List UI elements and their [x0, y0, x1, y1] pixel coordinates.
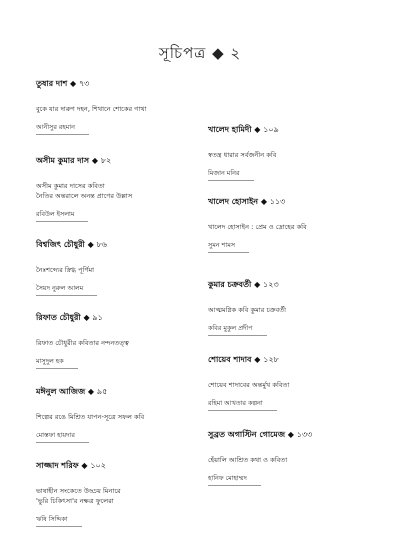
- toc-entry: [36, 239, 211, 296]
- entry-essay-title: হেঁয়ালি আশ্রিত কথা ও কবিতা: [208, 456, 288, 464]
- toc-entry: [208, 196, 383, 253]
- entry-author[interactable]: কুমার চক্রবর্তী ◆ ১২৩: [208, 280, 279, 289]
- entry-essay-title: স্বতন্ত্র ধারার সর্বজনীন কবি: [208, 151, 277, 159]
- entry-essay-title: অসীম কুমার দাসের কবিতা নৈতির অন্তরালে অনন্ত প্রাণের উল্লাস: [36, 182, 133, 200]
- entry-author[interactable]: অসীম কুমার দাস ◆ ৮২: [36, 156, 112, 165]
- entry-author[interactable]: সাজ্জাদ শরিফ ◆ ১০২: [36, 461, 106, 470]
- toc-entry: [208, 429, 383, 486]
- entry-essay-title: শোয়েব শাদাবের অন্তর্মুখ কবিতা: [208, 381, 290, 389]
- toc-entry: [208, 124, 383, 181]
- entry-author[interactable]: খালেদ হোসাইন ◆ ১১৩: [208, 197, 286, 206]
- entry-essay-title: নৈঃশব্দ্যের স্নিগ্ধ পূর্ণিমা: [36, 266, 95, 274]
- toc-entry: [36, 386, 211, 443]
- entry-essayist: সৈয়দ নুরুল আলম: [36, 283, 97, 296]
- entry-author[interactable]: খালেদ হামিদী ◆ ১০৯: [208, 125, 279, 134]
- entry-essayist: মোস্তফা হায়দার: [36, 430, 89, 443]
- entry-essayist: আনীসুর রহমান: [36, 122, 89, 135]
- entry-author[interactable]: শোয়েব শাদাব ◆ ১২৮: [208, 355, 279, 364]
- entry-essayist: হানিফ মোহাম্মদ: [208, 473, 261, 486]
- entry-essay-title: রিফাত চৌধুরীর কবিতার নন্দনতত্ত্ব: [36, 339, 129, 347]
- entry-author[interactable]: তুষার দাশ ◆ ৭৩: [36, 79, 90, 88]
- entry-essay-title: শিল্পের রঙে মিশ্রিত যাপন-সূত্রে সফল কবি: [36, 413, 145, 421]
- entry-essayist: কবির মুকুল প্রদীপ: [208, 323, 267, 336]
- toc-entry: [208, 354, 383, 411]
- entry-essayist: ঋষি সিদ্দিকা: [36, 514, 82, 527]
- entry-author[interactable]: বিশ্বজিৎ চৌধুরী ◆ ৮৬: [36, 240, 107, 249]
- entry-essay-title: বুকে যার দারুণ দহন, শিথানে শোকের গাথা: [36, 105, 147, 113]
- page-title: সূচিপত্র ◆ ২: [158, 44, 242, 62]
- entry-essay-title: আত্মমগ্নিক কবি কুমার চক্রবর্তী: [208, 306, 287, 314]
- toc-entry: [36, 155, 211, 222]
- toc-entry: [36, 460, 211, 527]
- entry-essay-title: খালেদ হোসাইন : প্রেম ও দ্রোহের কবি: [208, 223, 307, 231]
- toc-entry: [36, 78, 211, 135]
- toc-entry: [36, 312, 211, 369]
- entry-essayist: রহিমা আখতার কল্পনা: [208, 398, 277, 411]
- entry-author[interactable]: রিফাত চৌধুরী ◆ ৯১: [36, 313, 103, 322]
- entry-essayist: সুমন শামস: [208, 240, 249, 253]
- entry-author[interactable]: সুব্রত অগাস্টিন গোমেজ ◆ ১৩৩: [208, 430, 313, 439]
- entry-essayist: মিজান মনির: [208, 168, 254, 181]
- entry-essayist: মাসুদুল হক: [36, 356, 78, 369]
- entry-essayist: রবিউল ইসলাম: [36, 209, 88, 222]
- entry-author[interactable]: মঈনুল আজিজ ◆ ৯৫: [36, 387, 108, 396]
- toc-entry: [208, 279, 383, 336]
- entry-essay-title: ভাষাহীন সংকেতে উড্ডয় মিনারে 'ভুরি চিকিৎসা'র নক্ষত্র ফুলেরা: [36, 487, 121, 505]
